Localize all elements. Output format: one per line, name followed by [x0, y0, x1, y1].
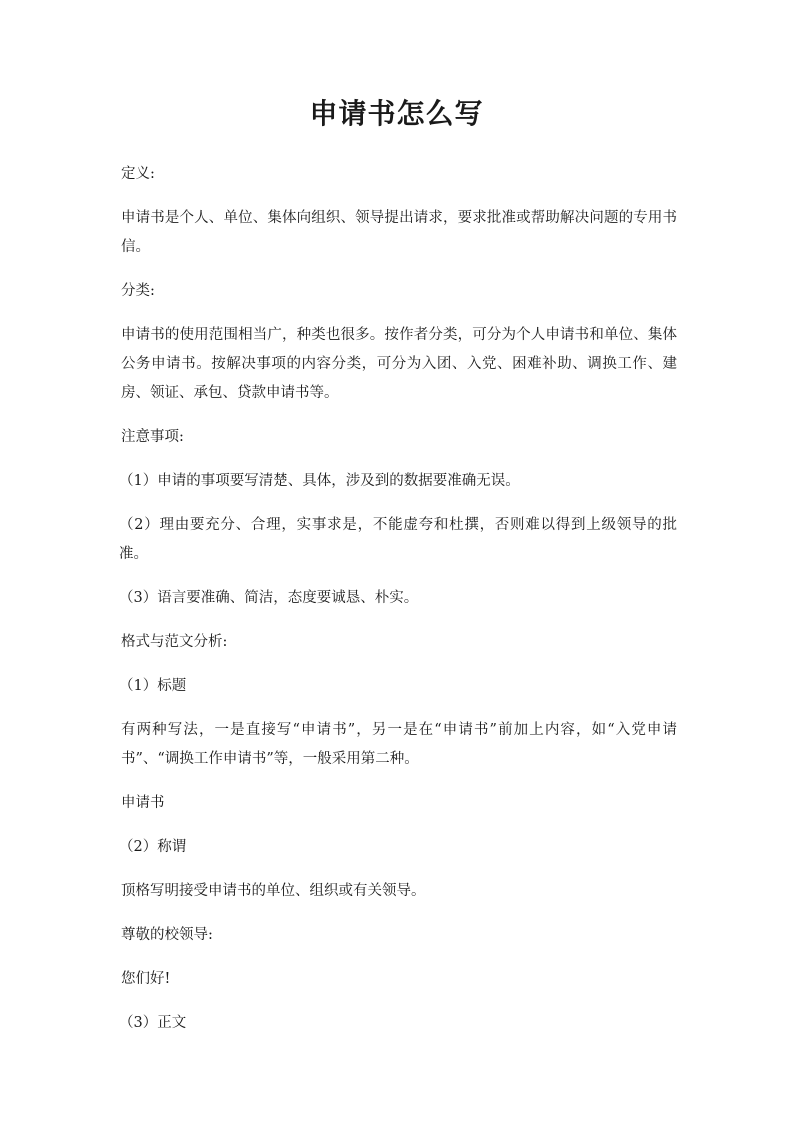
section-heading-classification: 分类: [121, 283, 155, 299]
section-heading-notes: 注意事项: [121, 429, 184, 445]
salutation-explanation: 顶格写明接受申请书的单位、组织或有关领导。 [121, 883, 426, 899]
title-explanation: 有两种写法，一是直接写“申请书”，另一是在“申请书”前加上内容，如“入党申请书”、“调换工作申请书”等，一般采用第二种。 [121, 722, 677, 767]
classification-text: 申请书的使用范围相当广，种类也很多。按作者分类，可分为个人申请书和单位、集体公务申请书。按解决事项的内容分类，可分为入团、入党、困难补助、调换工作、建房、领证、承包、贷款申请书等。 [121, 327, 677, 401]
example-salutation: 尊敬的校领导: [121, 927, 213, 943]
format-item-title: （1）标题 [119, 678, 187, 694]
document-body [121, 160, 677, 1053]
example-greeting: 您们好! [121, 971, 171, 987]
format-item-salutation: （2）称谓 [119, 839, 187, 855]
section-heading-format: 格式与范文分析: [121, 634, 228, 650]
note-item-1: （1）申请的事项要写清楚、具体，涉及到的数据要准确无误。 [119, 473, 520, 489]
format-item-body: （3）正文 [119, 1015, 187, 1031]
definition-text: 申请书是个人、单位、集体向组织、领导提出请求，要求批准或帮助解决问题的专用书信。 [121, 210, 677, 255]
document-title: 申请书怎么写 [309, 97, 484, 130]
note-item-2: （2）理由要充分、合理，实事求是，不能虚夸和杜撰，否则难以得到上级领导的批准。 [119, 517, 677, 562]
note-item-3: （3）语言要准确、简洁，态度要诚恳、朴实。 [119, 590, 419, 606]
example-title: 申请书 [121, 795, 165, 811]
section-heading-definition: 定义: [121, 166, 155, 182]
